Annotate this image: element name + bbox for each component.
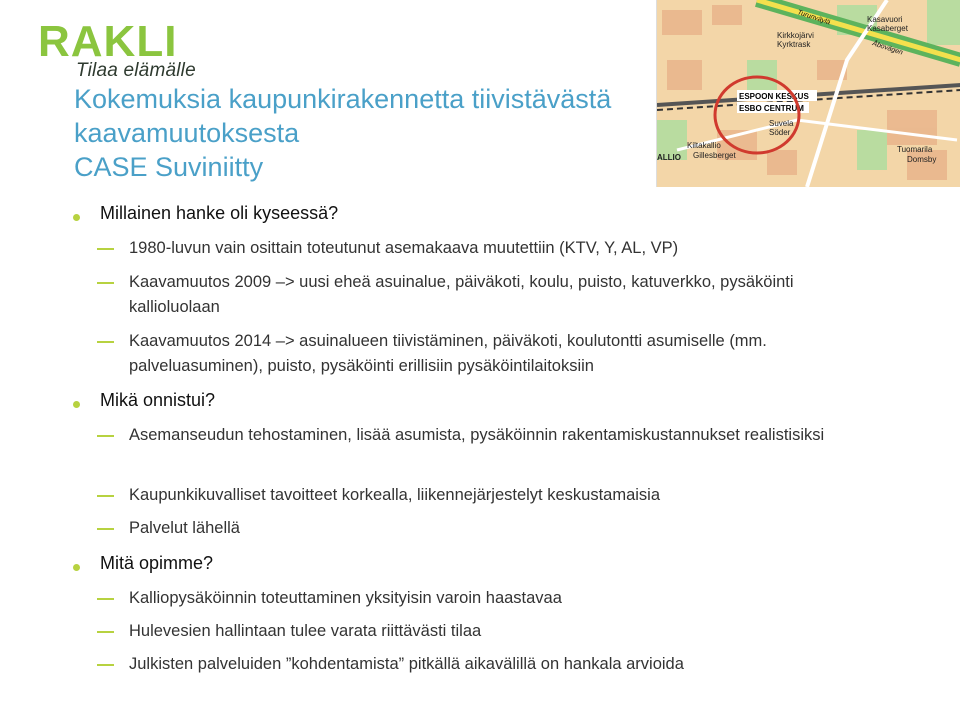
map-label-esbo-centrum: ESBO CENTRUM xyxy=(739,104,804,113)
section-3-item-3: Julkisten palveluiden ”kohdentamista” pitkällä aikavälillä on hankala arvioida xyxy=(129,655,684,673)
section-2-item-1: Asemanseudun tehostaminen, lisää asumista, pysäköinnin rakentamiskustannukset realistisiksi xyxy=(129,426,825,444)
bullet-dot xyxy=(73,564,80,571)
map-image xyxy=(657,0,960,187)
section-heading-3: Mitä opimme? xyxy=(100,553,214,573)
logo-text: RAKLI xyxy=(38,20,178,60)
bullet-dash xyxy=(97,341,114,343)
map-label-turunvayla: Turunväylä xyxy=(796,9,831,27)
map-label-abovagen: Åbovägen xyxy=(871,40,904,57)
map-label-kirkkojarvi: Kirkkojärvi xyxy=(777,31,814,40)
map-label-tuomarila: Tuomarila xyxy=(897,145,933,154)
section-2-item-3: Palvelut lähellä xyxy=(129,519,240,537)
map-label-espoon-keskus: ESPOON KESKUS xyxy=(739,92,809,101)
rakli-logo-mark xyxy=(38,20,218,60)
bullet-dot xyxy=(73,401,80,408)
map-label-domsby: Domsby xyxy=(907,155,937,164)
section-2-item-2: Kaupunkikuvalliset tavoitteet korkealla, liikennejärjestelyt keskustamaisia xyxy=(129,486,661,504)
map-label-soder: Söder xyxy=(769,128,791,137)
section-heading-1: Millainen hanke oli kyseessä? xyxy=(100,203,339,223)
bullet-dash xyxy=(97,528,114,530)
slide-title xyxy=(74,82,674,184)
bullet-dash xyxy=(97,495,114,497)
map-label-kyrktrask: Kyrktrask xyxy=(777,40,811,49)
title-line-3: CASE Suviniitty xyxy=(74,152,264,182)
bullet-dash xyxy=(97,435,114,437)
bullet-dash xyxy=(97,248,114,250)
map-label-kiltakallio: Kiltakallio xyxy=(687,141,721,150)
section-1-item-2: Kaavamuutos 2009 –> uusi eheä asuinalue, päiväkoti, koulu, puisto, katuverkko, pysäköinti kallioluolaan xyxy=(129,273,794,316)
section-heading-2: Mikä onnistui? xyxy=(100,390,216,410)
map-label-kasaberget: Kasaberget xyxy=(867,24,908,33)
bullet-dash xyxy=(97,664,114,666)
map-label-suvela: Suvela xyxy=(769,119,794,128)
map-label-allio: ALLIO xyxy=(657,153,681,162)
map-label-kasavuori: Kasavuori xyxy=(867,15,903,24)
section-3-item-1: Kalliopysäköinnin toteuttaminen yksityisin varoin haastavaa xyxy=(129,589,562,607)
bullet-dot xyxy=(73,214,80,221)
bullet-dash xyxy=(97,598,114,600)
section-1-item-1: 1980-luvun vain osittain toteutunut asemakaava muutettiin (KTV, Y, AL, VP) xyxy=(129,239,679,257)
bullet-dash xyxy=(97,282,114,284)
section-1-item-3: Kaavamuutos 2014 –> asuinalueen tiivistäminen, päiväkoti, koulutontti asumiselle (mm. palveluasuminen), puisto, pysäköinti erillisiin pysäköintilaitoksiin xyxy=(129,332,767,375)
title-line-2: kaavamuutoksesta xyxy=(74,118,300,148)
section-3-item-2: Hulevesien hallintaan tulee varata riittävästi tilaa xyxy=(129,622,482,640)
logo-tagline: Tilaa elämälle xyxy=(76,60,196,81)
area-map xyxy=(656,0,960,187)
title-line-1: Kokemuksia kaupunkirakennetta tiivistävästä xyxy=(74,84,612,114)
bullet-dash xyxy=(97,631,114,633)
map-label-gillesberget: Gillesberget xyxy=(693,151,736,160)
